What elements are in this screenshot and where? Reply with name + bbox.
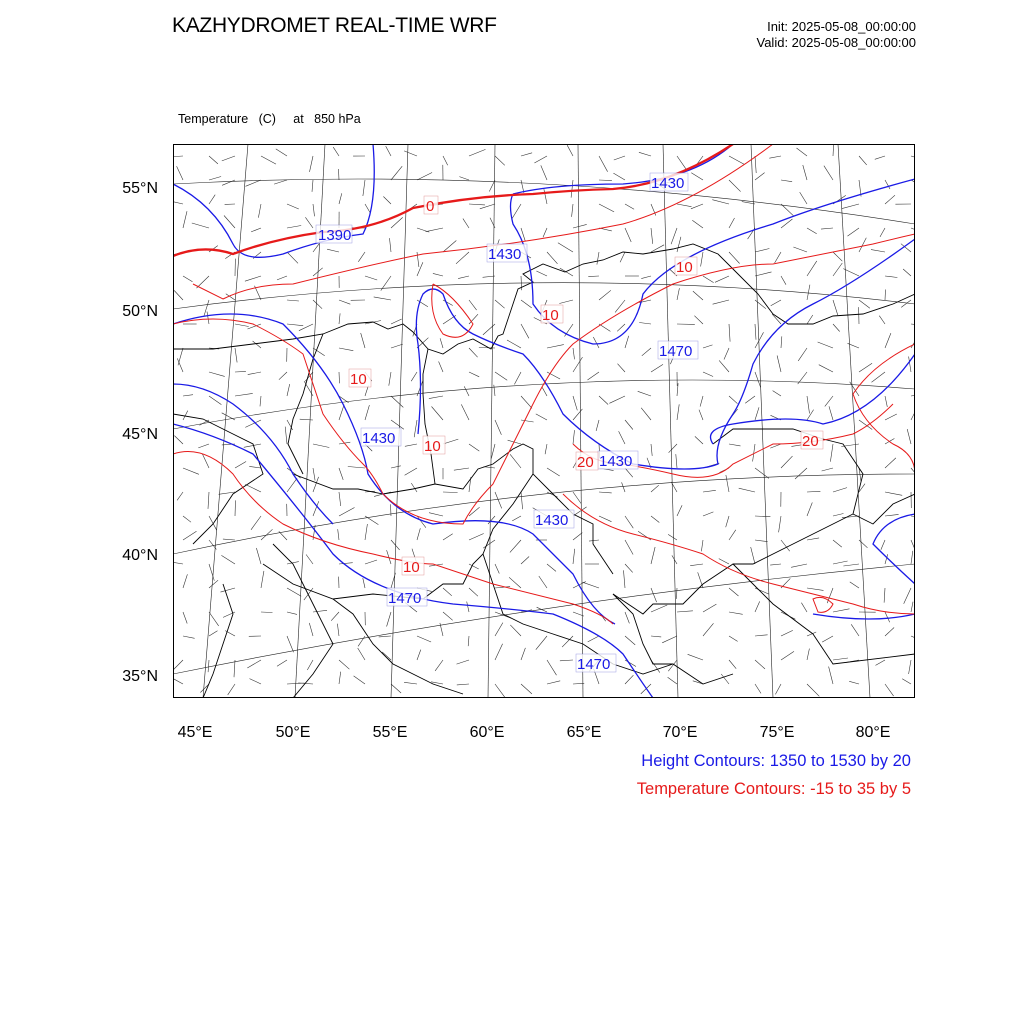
temperature-legend: Temperature Contours: -15 to 35 by 5: [636, 780, 911, 798]
valid-time: Valid: 2025-05-08_00:00:00: [756, 35, 916, 50]
lat-label: 40°N: [122, 547, 158, 564]
temperature-label: 10: [424, 438, 441, 455]
height-label: 1430: [362, 430, 396, 447]
temperature-label: 10: [350, 371, 367, 388]
height-label: 1430: [599, 453, 633, 470]
temperature-label: 20: [577, 454, 594, 471]
field-temperature: Temperature (C) at 850 hPa: [178, 112, 361, 126]
height-label: 1470: [388, 590, 422, 607]
lon-label: 80°E: [855, 724, 891, 741]
temperature-label: 10: [403, 559, 420, 576]
lat-label: 45°N: [122, 426, 158, 443]
height-label: 1430: [651, 175, 685, 192]
lon-label: 65°E: [566, 724, 602, 741]
height-label: 1430: [535, 512, 569, 529]
time-info: [757, 19, 917, 51]
height-legend: Height Contours: 1350 to 1530 by 20: [641, 752, 911, 770]
lon-label: 70°E: [662, 724, 698, 741]
lon-label: 75°E: [759, 724, 795, 741]
height-label: 1430: [488, 246, 522, 263]
lon-label: 60°E: [469, 724, 505, 741]
chart-title: KAZHYDROMET REAL-TIME WRF: [172, 14, 497, 37]
temperature-label: 10: [542, 307, 559, 324]
lon-label: 45°E: [177, 724, 213, 741]
lat-label: 50°N: [122, 303, 158, 320]
lon-label: 50°E: [275, 724, 311, 741]
height-label: 1390: [318, 227, 352, 244]
init-time: Init: 2025-05-08_00:00:00: [767, 19, 916, 34]
weather-map: [173, 144, 915, 698]
temperature-label: 0: [426, 198, 435, 215]
height-label: 1470: [659, 343, 693, 360]
temperature-label: 10: [676, 259, 693, 276]
height-label: 1470: [577, 656, 611, 673]
lon-label: 55°E: [372, 724, 408, 741]
temperature-label: 20: [802, 433, 819, 450]
lat-label: 55°N: [122, 180, 158, 197]
lat-label: 35°N: [122, 668, 158, 685]
